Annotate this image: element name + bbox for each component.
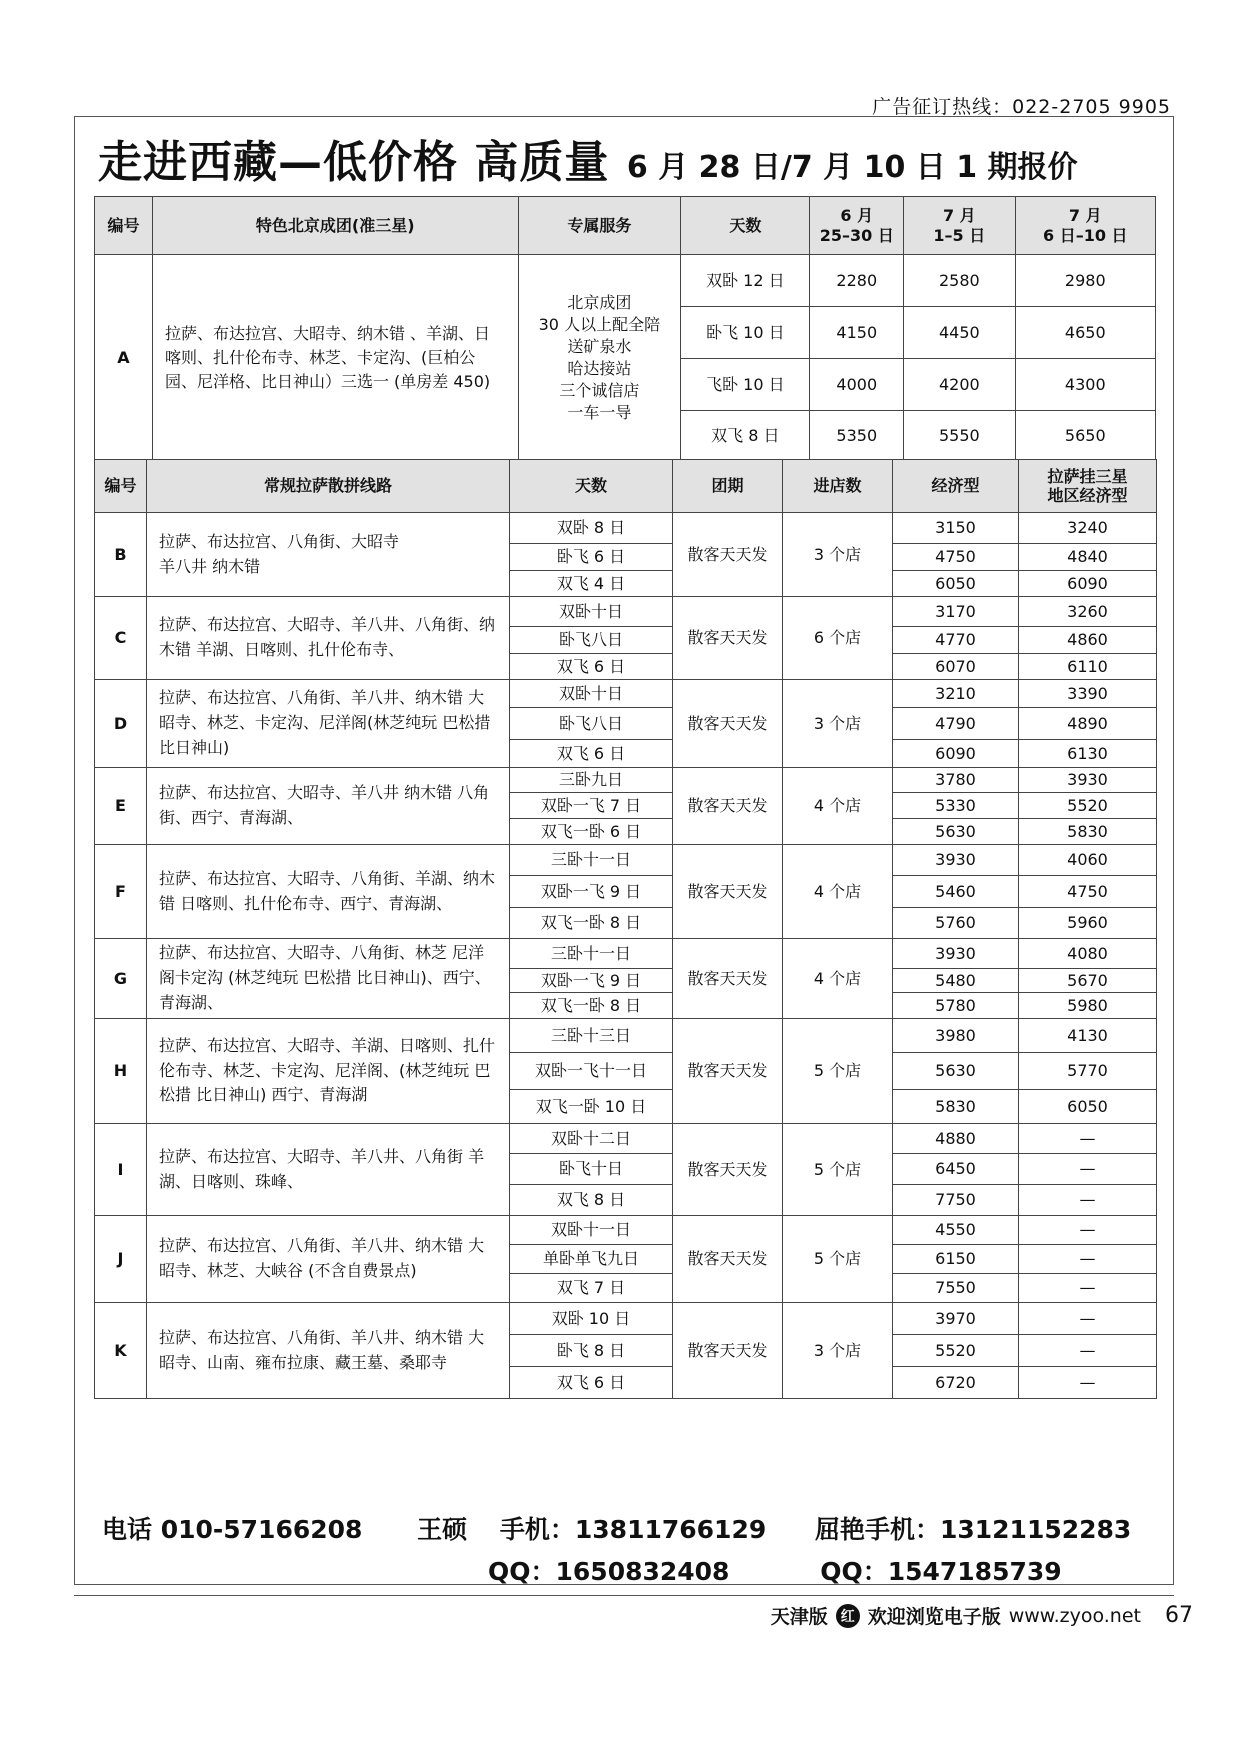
contact-mobile: 手机：13811766129 <box>499 1515 767 1544</box>
row-code: J <box>95 1216 147 1303</box>
price-economy: 7750 <box>893 1185 1019 1216</box>
contact-line-1 <box>102 1510 1131 1546</box>
page-footer <box>771 1602 1193 1629</box>
price-three-star: — <box>1019 1367 1157 1399</box>
route-description: 拉萨、布达拉宫、大昭寺、八角街、羊湖、纳木错 日喀则、扎什伦布寺、西宁、青海湖、 <box>147 845 510 939</box>
price-three-star: — <box>1019 1274 1157 1303</box>
slogan: 欢迎浏览电子版 <box>867 1606 1001 1628</box>
price-june: 5350 <box>810 411 904 462</box>
price-economy: 3150 <box>893 513 1019 544</box>
contact-2-mobile: 屈艳手机：13121152283 <box>814 1515 1132 1544</box>
schedule: 散客天天发 <box>673 845 783 939</box>
days-option: 双飞一卧 8 日 <box>510 993 673 1019</box>
ad-hotline: 广告征订热线：022-2705 9905 <box>872 96 1171 118</box>
shop-count: 6 个店 <box>783 597 893 680</box>
contact-line-2 <box>102 1552 1062 1588</box>
price-july-early: 4200 <box>904 359 1015 411</box>
days-option: 卧飞 6 日 <box>510 544 673 571</box>
days-option: 双卧一飞 9 日 <box>510 969 673 993</box>
table-header-row <box>95 197 1156 255</box>
days-option: 双飞 6 日 <box>510 654 673 680</box>
days-option: 双飞一卧 10 日 <box>510 1090 673 1124</box>
table-row <box>95 1124 1157 1154</box>
price-three-star: — <box>1019 1245 1157 1274</box>
shop-count: 5 个店 <box>783 1019 893 1124</box>
price-economy: 5630 <box>893 819 1019 845</box>
days-option: 三卧十三日 <box>510 1019 673 1053</box>
route-description: 拉萨、布达拉宫、大昭寺、羊八井、八角街、纳木错 羊湖、日喀则、扎什伦布寺、 <box>147 597 510 680</box>
page-title <box>98 126 1078 190</box>
days-option: 双飞一卧 6 日 <box>510 819 673 845</box>
contact-name: 王硕 <box>417 1515 468 1544</box>
header-service: 专属服务 <box>518 197 681 255</box>
price-economy: 3980 <box>893 1019 1019 1053</box>
price-economy: 5460 <box>893 876 1019 908</box>
shop-count: 4 个店 <box>783 845 893 939</box>
page-number: 67 <box>1165 1603 1193 1628</box>
price-economy: 6050 <box>893 571 1019 597</box>
price-three-star: 4750 <box>1019 876 1157 908</box>
days-option: 双卧十一日 <box>510 1216 673 1245</box>
price-three-star: — <box>1019 1303 1157 1335</box>
price-economy: 3780 <box>893 768 1019 793</box>
price-economy: 5830 <box>893 1090 1019 1124</box>
price-economy: 6090 <box>893 740 1019 768</box>
days-option: 双卧 10 日 <box>510 1303 673 1335</box>
route-description: 拉萨、布达拉宫、大昭寺、八角街、林芝 尼洋阁卡定沟 (林芝纯玩 巴松措 比日神山)、西宁、青海湖、 <box>147 939 510 1019</box>
days-option: 双飞 7 日 <box>510 1274 673 1303</box>
shop-count: 4 个店 <box>783 768 893 845</box>
schedule: 散客天天发 <box>673 513 783 597</box>
days-option: 双飞 6 日 <box>510 1367 673 1399</box>
header-code: 编号 <box>95 197 153 255</box>
schedule: 散客天天发 <box>673 597 783 680</box>
days-option: 卧飞八日 <box>510 627 673 654</box>
table-row <box>95 513 1157 544</box>
table-row <box>95 939 1157 969</box>
schedule: 散客天天发 <box>673 939 783 1019</box>
schedule: 散客天天发 <box>673 768 783 845</box>
table-row <box>95 597 1157 627</box>
price-july-mid: 4300 <box>1015 359 1155 411</box>
route-description: 拉萨、布达拉宫、八角街、羊八井、纳木错 大昭寺、林芝、卡定沟、尼洋阁(林芝纯玩 巴松措 比日神山) <box>147 680 510 768</box>
price-three-star: 6130 <box>1019 740 1157 768</box>
price-economy: 3930 <box>893 845 1019 876</box>
price-three-star: 6090 <box>1019 571 1157 597</box>
price-june: 2280 <box>810 255 904 307</box>
price-economy: 4550 <box>893 1216 1019 1245</box>
price-three-star: — <box>1019 1185 1157 1216</box>
routes-table-body <box>95 460 1157 1399</box>
price-economy: 5780 <box>893 993 1019 1019</box>
price-economy: 5330 <box>893 793 1019 819</box>
shop-count: 5 个店 <box>783 1216 893 1303</box>
phone-number: 电话 010-57166208 <box>102 1515 363 1544</box>
price-economy: 3170 <box>893 597 1019 627</box>
price-economy: 3930 <box>893 939 1019 969</box>
headline-date: 6 月 28 日/7 月 10 日 1 期报价 <box>626 150 1078 185</box>
schedule: 散客天天发 <box>673 1124 783 1216</box>
header-schedule: 团期 <box>673 460 783 513</box>
beijing-group-table <box>94 196 1156 462</box>
header-shops: 进店数 <box>783 460 893 513</box>
header-code: 编号 <box>95 460 147 513</box>
price-three-star: 5980 <box>1019 993 1157 1019</box>
shop-count: 4 个店 <box>783 939 893 1019</box>
price-economy: 4880 <box>893 1124 1019 1154</box>
price-economy: 6070 <box>893 654 1019 680</box>
table-row <box>95 1216 1157 1245</box>
table-row <box>95 768 1157 793</box>
shop-count: 3 个店 <box>783 513 893 597</box>
days-option: 双卧十日 <box>510 597 673 627</box>
price-june: 4000 <box>810 359 904 411</box>
price-july-early: 2580 <box>904 255 1015 307</box>
price-economy: 7550 <box>893 1274 1019 1303</box>
price-economy: 3210 <box>893 680 1019 708</box>
route-description: 拉萨、布达拉宫、大昭寺、纳木错 、羊湖、日喀则、扎什伦布寺、林芝、卡定沟、(巨柏公园、尼洋格、比日神山）三选一 (单房差 450) <box>152 255 518 462</box>
price-three-star: 5960 <box>1019 908 1157 939</box>
price-economy: 6150 <box>893 1245 1019 1274</box>
days-option: 卧飞 10 日 <box>681 307 810 359</box>
price-economy: 5480 <box>893 969 1019 993</box>
table-row <box>95 255 1156 307</box>
price-three-star: 4130 <box>1019 1019 1157 1053</box>
schedule: 散客天天发 <box>673 1216 783 1303</box>
header-three-star: 拉萨挂三星 地区经济型 <box>1019 460 1157 513</box>
route-description: 拉萨、布达拉宫、大昭寺、羊八井 纳木错 八角街、西宁、青海湖、 <box>147 768 510 845</box>
price-june: 4150 <box>810 307 904 359</box>
days-option: 三卧十一日 <box>510 845 673 876</box>
days-option: 卧飞十日 <box>510 1154 673 1185</box>
price-three-star: 4860 <box>1019 627 1157 654</box>
shop-count: 5 个店 <box>783 1124 893 1216</box>
row-code: B <box>95 513 147 597</box>
row-code: G <box>95 939 147 1019</box>
lhasa-routes-table <box>94 459 1157 1399</box>
price-economy: 4770 <box>893 627 1019 654</box>
price-three-star: 4840 <box>1019 544 1157 571</box>
price-three-star: — <box>1019 1124 1157 1154</box>
price-july-mid: 5650 <box>1015 411 1155 462</box>
days-option: 双飞 8 日 <box>510 1185 673 1216</box>
price-three-star: 5520 <box>1019 793 1157 819</box>
table-header-row <box>95 460 1157 513</box>
header-july-early: 7 月 1–5 日 <box>904 197 1015 255</box>
days-option: 卧飞八日 <box>510 708 673 740</box>
price-three-star: 5770 <box>1019 1053 1157 1090</box>
header-days: 天数 <box>681 197 810 255</box>
price-economy: 5630 <box>893 1053 1019 1090</box>
price-three-star: 3240 <box>1019 513 1157 544</box>
row-code: F <box>95 845 147 939</box>
price-economy: 6450 <box>893 1154 1019 1185</box>
days-option: 双飞 6 日 <box>510 740 673 768</box>
price-economy: 5520 <box>893 1335 1019 1367</box>
price-economy: 5760 <box>893 908 1019 939</box>
price-economy: 4790 <box>893 708 1019 740</box>
days-option: 双飞一卧 8 日 <box>510 908 673 939</box>
price-economy: 6720 <box>893 1367 1019 1399</box>
days-option: 双卧 8 日 <box>510 513 673 544</box>
price-three-star: 3390 <box>1019 680 1157 708</box>
price-july-mid: 2980 <box>1015 255 1155 307</box>
days-option: 双飞 4 日 <box>510 571 673 597</box>
days-option: 三卧九日 <box>510 768 673 793</box>
route-description: 拉萨、布达拉宫、八角街、羊八井、纳木错 大昭寺、山南、雍布拉康、藏王墓、桑耶寺 <box>147 1303 510 1399</box>
header-route: 常规拉萨散拼线路 <box>147 460 510 513</box>
price-three-star: 3930 <box>1019 768 1157 793</box>
days-option: 三卧十一日 <box>510 939 673 969</box>
edition-label: 天津版 <box>770 1606 828 1628</box>
days-option: 飞卧 10 日 <box>681 359 810 411</box>
days-option: 双卧一飞十一日 <box>510 1053 673 1090</box>
header-route: 特色北京成团(准三星) <box>152 197 518 255</box>
table-row <box>95 680 1157 708</box>
website-link[interactable]: www.zyoo.net <box>1008 1604 1141 1627</box>
days-option: 双卧十日 <box>510 680 673 708</box>
qq-2: QQ：1547185739 <box>820 1557 1062 1586</box>
schedule: 散客天天发 <box>673 680 783 768</box>
table-row <box>95 845 1157 876</box>
days-option: 双卧 12 日 <box>681 255 810 307</box>
price-july-early: 5550 <box>904 411 1015 462</box>
header-economy: 经济型 <box>893 460 1019 513</box>
price-economy: 4750 <box>893 544 1019 571</box>
qq-1: QQ：1650832408 <box>488 1557 730 1586</box>
exclusive-service: 北京成团 30 人以上配全陪 送矿泉水 哈达接站 三个诚信店 一车一导 <box>518 255 681 462</box>
days-option: 双飞 8 日 <box>681 411 810 462</box>
price-july-mid: 4650 <box>1015 307 1155 359</box>
price-three-star: 4080 <box>1019 939 1157 969</box>
publication-logo-icon: 红 <box>836 1604 860 1628</box>
shop-count: 3 个店 <box>783 1303 893 1399</box>
row-code: I <box>95 1124 147 1216</box>
price-three-star: 6050 <box>1019 1090 1157 1124</box>
price-three-star: 5830 <box>1019 819 1157 845</box>
price-three-star: — <box>1019 1335 1157 1367</box>
table-row <box>95 1019 1157 1053</box>
row-code: K <box>95 1303 147 1399</box>
route-description: 拉萨、布达拉宫、八角街、大昭寺 羊八井 纳木错 <box>147 513 510 597</box>
row-code: E <box>95 768 147 845</box>
row-code: C <box>95 597 147 680</box>
header-days: 天数 <box>510 460 673 513</box>
days-option: 卧飞 8 日 <box>510 1335 673 1367</box>
schedule: 散客天天发 <box>673 1019 783 1124</box>
price-three-star: — <box>1019 1154 1157 1185</box>
days-option: 双卧一飞 7 日 <box>510 793 673 819</box>
route-description: 拉萨、布达拉宫、大昭寺、羊湖、日喀则、扎什伦布寺、林芝、卡定沟、尼洋阁、(林芝纯玩 巴松措 比日神山) 西宁、青海湖 <box>147 1019 510 1124</box>
price-three-star: 4060 <box>1019 845 1157 876</box>
price-three-star: 5670 <box>1019 969 1157 993</box>
row-code: A <box>95 255 153 462</box>
days-option: 双卧十二日 <box>510 1124 673 1154</box>
price-three-star: 6110 <box>1019 654 1157 680</box>
row-code: H <box>95 1019 147 1124</box>
schedule: 散客天天发 <box>673 1303 783 1399</box>
table-row <box>95 1303 1157 1335</box>
days-option: 单卧单飞九日 <box>510 1245 673 1274</box>
price-economy: 3970 <box>893 1303 1019 1335</box>
header-june: 6 月 25–30 日 <box>810 197 904 255</box>
headline-main: 走进西藏—低价格 高质量 <box>98 137 610 188</box>
route-description: 拉萨、布达拉宫、大昭寺、羊八井、八角街 羊湖、日喀则、珠峰、 <box>147 1124 510 1216</box>
price-three-star: 4890 <box>1019 708 1157 740</box>
price-july-early: 4450 <box>904 307 1015 359</box>
header-july-mid: 7 月 6 日–10 日 <box>1015 197 1155 255</box>
price-three-star: 3260 <box>1019 597 1157 627</box>
price-three-star: — <box>1019 1216 1157 1245</box>
row-code: D <box>95 680 147 768</box>
footer-divider <box>74 1595 1174 1596</box>
shop-count: 3 个店 <box>783 680 893 768</box>
days-option: 双卧一飞 9 日 <box>510 876 673 908</box>
route-description: 拉萨、布达拉宫、八角街、羊八井、纳木错 大昭寺、林芝、大峡谷 (不含自费景点) <box>147 1216 510 1303</box>
